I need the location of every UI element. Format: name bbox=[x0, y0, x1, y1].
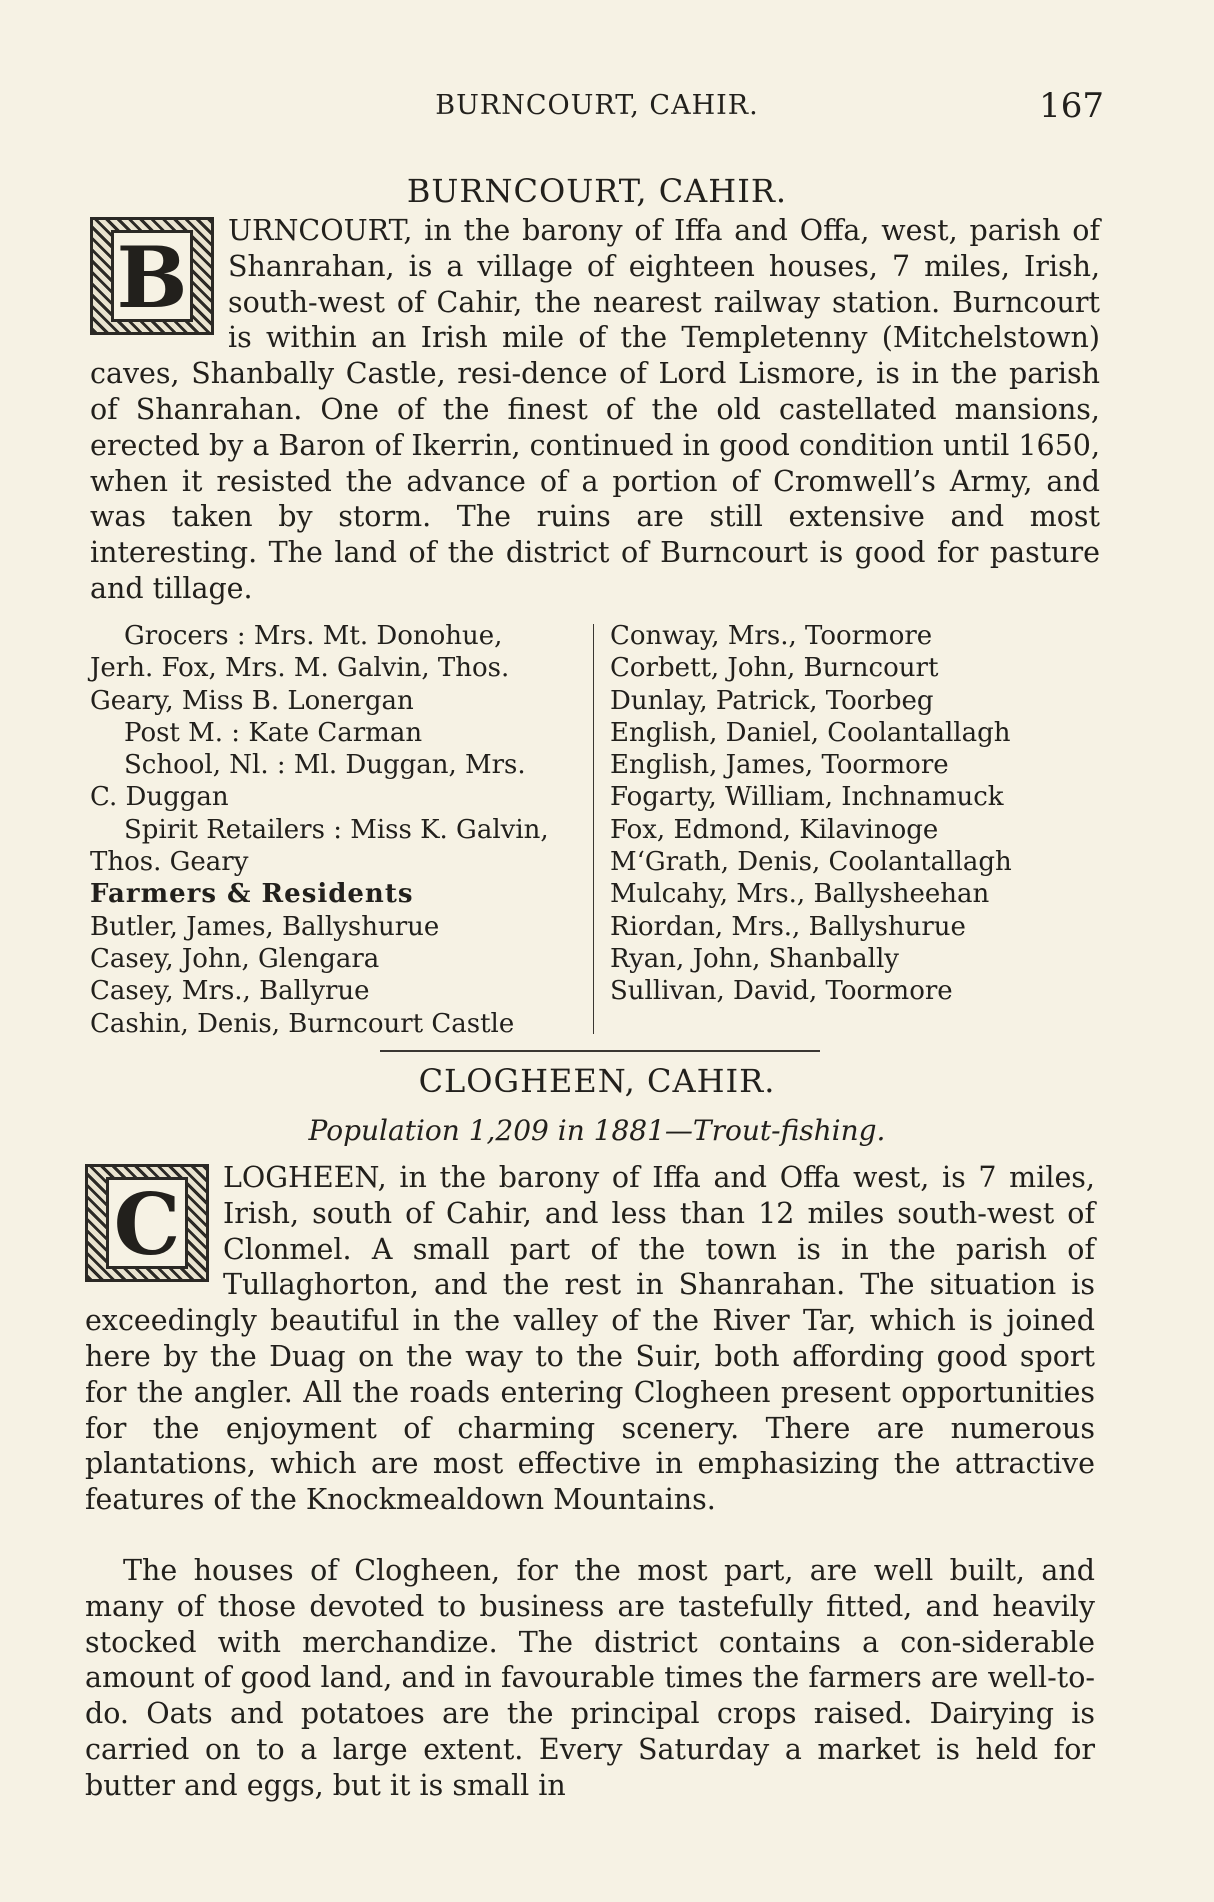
running-head bbox=[90, 86, 1104, 130]
column-divider bbox=[593, 624, 594, 1034]
resident-entry: Dunlay, Patrick, Toorbeg bbox=[610, 685, 934, 716]
drop-cap-b bbox=[90, 217, 214, 335]
resident-entry: Ryan, John, Shanbally bbox=[610, 943, 899, 974]
clogheen-title: CLOGHEEN, CAHIR. bbox=[418, 1062, 776, 1100]
resident-entry: Fox, Edmond, Kilavinoge bbox=[610, 814, 939, 845]
page-number: 167 bbox=[1039, 86, 1104, 126]
burncourt-paragraph-block bbox=[90, 213, 1100, 607]
drop-cap-letter: B bbox=[111, 230, 193, 322]
resident-entry: Cashin, Denis, Burncourt Castle bbox=[90, 1008, 515, 1039]
resident-entry: Conway, Mrs., Toormore bbox=[610, 621, 933, 651]
resident-entry: Riordan, Mrs., Ballyshurue bbox=[610, 911, 966, 942]
directory-line: School, Nl. : Ml. Duggan, Mrs. bbox=[124, 750, 526, 781]
directory-block bbox=[90, 620, 1100, 1040]
directory-line: C. Duggan bbox=[90, 782, 229, 813]
resident-entry: Butler, James, Ballyshurue bbox=[90, 911, 440, 942]
resident-entry: Fogarty, William, Inchnamuck bbox=[610, 782, 1004, 813]
drop-cap-c bbox=[85, 1164, 209, 1282]
resident-entry: Casey, John, Glengara bbox=[90, 943, 380, 974]
directory-left-column bbox=[90, 620, 580, 1040]
resident-entry: English, Daniel, Coolantallagh bbox=[610, 717, 1011, 748]
burncourt-title: BURNCOURT, CAHIR. bbox=[406, 172, 788, 210]
resident-entry: English, James, Toormore bbox=[610, 750, 949, 781]
clogheen-paragraph-1: LOGHEEN, in the barony of Iffa and Offa west, is 7 miles, Irish, south of Cahir, and less than 12 miles south-west of Clonmel. A small part of the town is in the parish of Tullaghorton, and the rest in Shanrahan. The situation is exceedingly beautiful in the valley of the River Tar, which is joined here by the Duag on the way to the Suir, both affording good sport for the angler. All the roads entering Clogheen present opportunities for the enjoyment of charming scenery. There are numerous plantations, which are most effective in emphasizing the attractive features of the Knockmealdown Mountains. bbox=[85, 1161, 1095, 1517]
resident-entry: Casey, Mrs., Ballyrue bbox=[90, 976, 370, 1007]
resident-entry: M‘Grath, Denis, Coolantallagh bbox=[610, 847, 1012, 878]
directory-line: Grocers : Mrs. Mt. Donohue, bbox=[124, 621, 503, 651]
burncourt-paragraph: URNCOURT, in the barony of Iffa and Offa, west, parish of Shanrahan, is a village of eighteen houses, 7 miles, Irish, south-west of Cahir, the nearest railway station. Burncourt is within an Irish mile of the Templetenny (Mitchelstown) caves, Shanbally Castle, resi-dence of Lord Lismore, is in the parish of Shanrahan. One of the finest of the old castellated mansions, erected by a Baron of Ikerrin, continued in good condition until 1650, when it resisted the advance of a portion of Cromwell’s Army, and was taken by storm. The ruins are still extensive and most interesting. The land of the district of Burncourt is good for pasture and tillage. bbox=[90, 214, 1100, 605]
directory-right-column bbox=[610, 620, 1110, 1008]
directory-line: Spirit Retailers : Miss K. Galvin, bbox=[124, 814, 549, 845]
directory-line: Thos. Geary bbox=[90, 847, 249, 878]
directory-line: Jerh. Fox, Mrs. M. Galvin, Thos. bbox=[90, 653, 510, 684]
directory-line: Post M. : Kate Carman bbox=[124, 717, 423, 748]
resident-entry: Sullivan, David, Toormore bbox=[610, 976, 953, 1007]
clogheen-paragraph-2: The houses of Clogheen, for the most part, are well built, and many of those devoted to business are tastefully fitted, and heavily stocked with merchandize. The district contains a con-siderable amount of good land, and in favourable times the farmers are well-to-do. Oats and potatoes are the principal crops raised. Dairying is carried on to a large extent. Every Saturday a market is held for butter and eggs, but it is small in bbox=[85, 1554, 1095, 1802]
resident-entry: Corbett, John, Burncourt bbox=[610, 653, 939, 684]
clogheen-subtitle: Population 1,209 in 1881—Trout-fishing. bbox=[308, 1114, 886, 1147]
resident-entry: Mulcahy, Mrs., Ballysheehan bbox=[610, 879, 990, 910]
section-divider bbox=[380, 1050, 820, 1052]
clogheen-paragraph-block bbox=[85, 1160, 1095, 1518]
drop-cap-letter: C bbox=[106, 1177, 188, 1269]
directory-line: Geary, Miss B. Lonergan bbox=[90, 685, 414, 716]
farmers-residents-heading: Farmers & Residents bbox=[90, 879, 414, 910]
running-head-title: BURNCOURT, CAHIR. bbox=[435, 90, 759, 121]
